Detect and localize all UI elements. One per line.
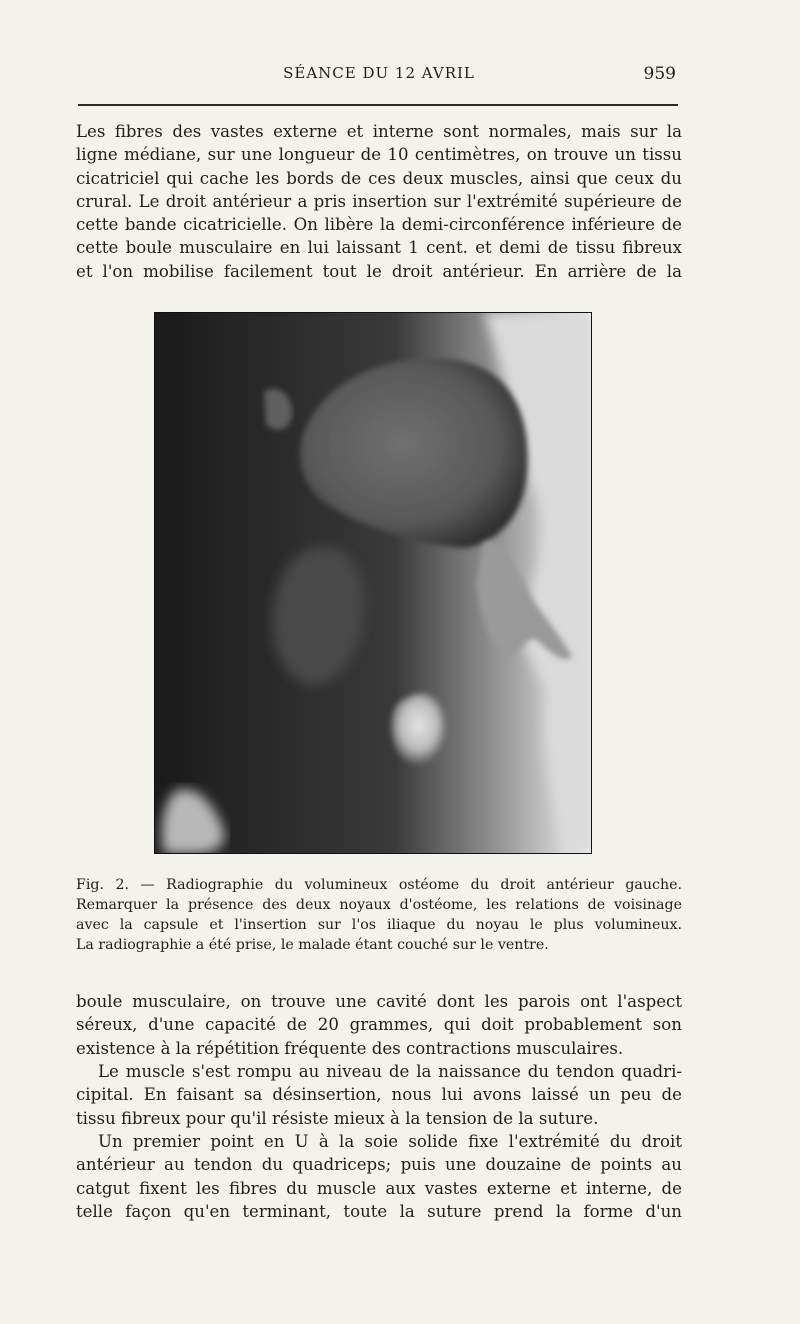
paragraph-2-line: existence à la répétition fréquente des contractions musculaires. — [76, 1038, 624, 1058]
paragraph-2 — [76, 990, 682, 1060]
paragraph-1-line: ligne médiane, sur une longueur de 10 centimètres, on trouve un tissu — [76, 145, 682, 165]
running-head: SÉANCE DU 12 AVRIL — [283, 64, 475, 82]
paragraph-1-line: cette boule musculaire en lui laissant 1 cent. et demi de tissu fibreux — [76, 238, 682, 258]
paragraph-4-line: Un premier point en U à la soie solide fixe l'extrémité du droit — [98, 1132, 682, 1151]
paragraph-4-line: antérieur au tendon du quadriceps; puis une douzaine de points au — [76, 1155, 682, 1175]
paragraph-1-line: et l'on mobilise facilement tout le droit antérieur. En arrière de la — [76, 261, 682, 281]
paragraph-1 — [76, 120, 682, 283]
caption-line: La radiographie a été prise, le malade étant couché sur le ventre. — [76, 937, 549, 953]
paragraph-4-line: catgut fixent les fibres du muscle aux vastes externe et interne, de — [76, 1178, 682, 1198]
paragraph-3 — [76, 1060, 682, 1130]
paragraph-2-line: séreux, d'une capacité de 20 grammes, qui doit probablement son — [76, 1015, 682, 1035]
paragraph-3-line: tissu fibreux pour qu'il résiste mieux à la tension de la suture. — [76, 1108, 599, 1128]
caption-line: Remarquer la présence des deux noyaux d'ostéome, les relations de voisinage — [76, 897, 682, 913]
page-header — [78, 64, 680, 90]
paragraph-1-line: cicatriciel qui cache les bords de ces deux muscles, ainsi que ceux du — [76, 168, 682, 188]
header-rule — [78, 104, 678, 106]
page-number: 959 — [643, 64, 676, 84]
paragraph-4-line: telle façon qu'en terminant, toute la suture prend la forme d'un — [76, 1201, 682, 1221]
radiograph-figure — [154, 312, 592, 854]
figure-caption — [76, 875, 682, 955]
radiograph-image — [154, 312, 592, 854]
caption-line: Fig. 2. — Radiographie du volumineux ostéome du droit antérieur gauche. — [76, 877, 682, 893]
paragraph-4 — [76, 1130, 682, 1223]
paragraph-2-line: boule musculaire, on trouve une cavité dont les parois ont l'aspect — [76, 992, 682, 1011]
paragraph-3-line: Le muscle s'est rompu au niveau de la naissance du tendon quadri- — [98, 1062, 682, 1081]
paragraph-3-line: cipital. En faisant sa désinsertion, nous lui avons laissé un peu de — [76, 1085, 682, 1105]
paragraph-1-line: Les fibres des vastes externe et interne sont normales, mais sur la — [76, 122, 682, 141]
paragraph-1-line: cette bande cicatricielle. On libère la demi-circonférence inférieure de — [76, 215, 682, 235]
caption-line: avec la capsule et l'insertion sur l'os iliaque du noyau le plus volumineux. — [76, 917, 682, 933]
paragraph-1-line: crural. Le droit antérieur a pris insertion sur l'extrémité supérieure de — [76, 191, 682, 211]
